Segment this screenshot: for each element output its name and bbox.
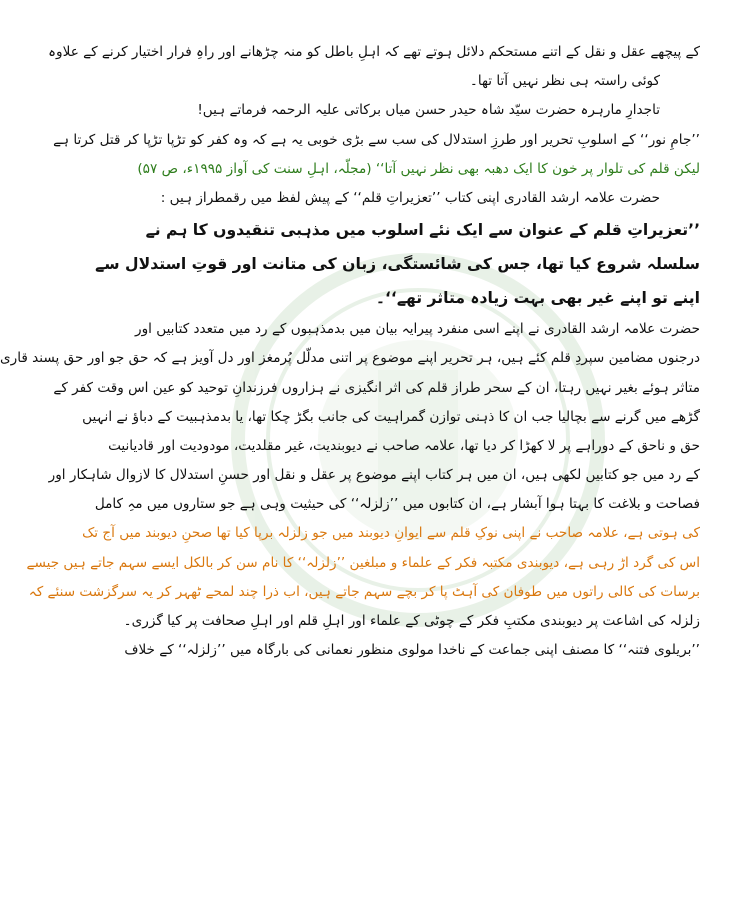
text-line-2: کوئی راستہ ہی نظر نہیں آتا تھا۔ <box>469 73 660 90</box>
quote-line-3: اپنے تو اپنے غیر بھی بہت زیادہ متاثر تھے‘‘۔ <box>375 289 700 308</box>
text-line-4: ’’جامِ نور‘‘ کے اسلوبِ تحریر اور طرزِ استدلال کی سب سے بڑی خوبی یہ ہے کہ وہ کفر کو تڑپا تڑپا کر قتل کرتا ہے <box>53 131 700 148</box>
text-line-3: تاجدارِ مارہرہ حضرت سیّد شاہ حیدر حسن میاں برکاتی علیہ الرحمہ فرماتے ہیں! <box>197 102 660 119</box>
text-line-19: برسات کی کالی راتوں میں طوفان کی آہٹ پا کر بچے سہم جاتے ہیں، اب ذرا چند لمحے ٹھہر کر یہ سرگزشت سنئے کہ <box>28 583 700 600</box>
document-page <box>0 38 700 873</box>
text-line-6: حضرت علامہ ارشد القادری اپنی کتاب ’’تعزیراتِ قلم‘‘ کے پیش لفظ میں رقمطراز ہیں : <box>160 189 660 206</box>
text-line-14: حق و ناحق کے دوراہے پر لا کھڑا کر دیا تھا، علامہ صاحب نے دیوبندیت، غیر مقلدیت، مودودیت اور قادیانیت <box>108 437 700 454</box>
quote-line-1: ’’تعزیراتِ قلم کے عنوان سے ایک نئے اسلوب میں مذہبی تنقیدوں کا ہم نے <box>145 221 700 240</box>
text-line-5: لیکن قلم کی تلوار پر خون کا ایک دھبہ بھی نظر نہیں آتا‘‘ (مجلّہ، اہلِ سنت کی آواز ۱۹۹۵ء، ص ۵۷) <box>137 160 700 177</box>
quote-line-2: سلسلہ شروع کیا تھا، جس کی شائستگی، زبان کی متانت اور قوتِ استدلال سے <box>95 255 700 274</box>
text-line-15: کے رد میں جو کتابیں لکھی ہیں، ان میں ہر کتاب اپنے موضوع پر عقل و نقل اور حسنِ استدلال کا لازوال شاہکار اور <box>48 467 700 484</box>
text-line-1: کے پیچھے عقل و نقل کے اتنے مستحکم دلائل ہوتے تھے کہ اہلِ باطل کو منہ چڑھانے اور راہِ فرار اختیار کرنے کے علاوہ <box>48 44 700 60</box>
text-line-21: ’’بریلوی فتنہ‘‘ کا مصنف اپنی جماعت کے ناخدا مولوی منظور نعمانی کی بارگاہ میں ’’زلزلہ‘‘ کے خلاف <box>124 642 700 659</box>
text-line-11: درجنوں مضامین سپردِ قلم کئے ہیں، ہر تحریر اپنے موضوع پر اتنی مدلّل پُرمغز اور دل آویز ہے کہ حق جو اور حق پسند قاری <box>0 350 700 367</box>
text-line-18: اس کی گرد اڑ رہی ہے، دیوبندی مکتبہ فکر کے علماء و مبلغین ’’زلزلہ‘‘ کا نام سن کر بالکل ایسے سہم جاتے ہیں جیسے <box>26 554 700 571</box>
text-line-13: گڑھے میں گرنے سے بچالیا جب ان کا ذہنی توازن گمراہیت کی جانب بگڑ چکا تھا، یا بدمذہبیت کے دباؤ نے انہیں <box>82 408 700 425</box>
text-line-16: فصاحت و بلاغت کا بہتا ہوا آبشار ہے، ان کتابوں میں ’’زلزلہ‘‘ کی حیثیت وہی ہے جو ستاروں میں مہِ کامل <box>94 496 700 513</box>
text-line-12: متاثر ہوئے بغیر نہیں رہتا، ان کے سحر طراز قلم کی اثر انگیزی نے ہزاروں فرزندانِ توحید کو عین اس وقت کفر کے <box>53 379 700 396</box>
text-line-20: زلزلہ کی اشاعت پر دیوبندی مکتبِ فکر کے چوٹی کے علماء اور اہلِ قلم اور اہلِ صحافت پر کیا گزری۔ <box>123 613 700 629</box>
text-line-17: کی ہوتی ہے، علامہ صاحب نے اپنی نوکِ قلم سے ایوانِ دیوبند میں جو زلزلہ برپا کیا تھا صحنِ دیوبند میں آج تک <box>82 525 700 542</box>
text-line-10: حضرت علامہ ارشد القادری نے اپنے اسی منفرد پیرایہ بیان میں بدمذہبوں کے رد میں متعدد کتابیں اور <box>135 321 700 338</box>
